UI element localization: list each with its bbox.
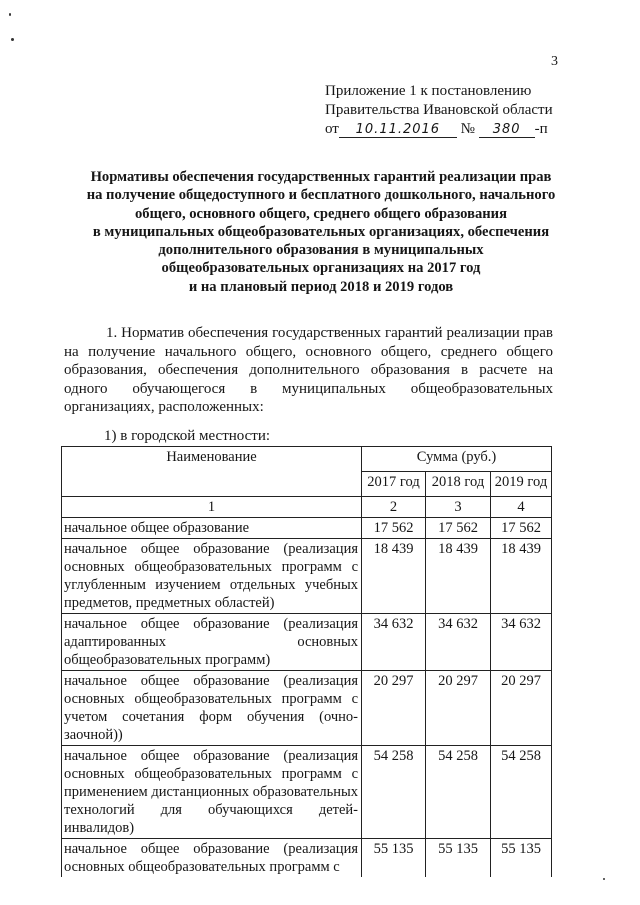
scan-speck xyxy=(11,38,14,41)
title-line: общеобразовательных организациях на 2017 год xyxy=(161,260,481,277)
handwritten-number: 380 xyxy=(479,122,535,138)
title-line: и на плановый период 2018 и 2019 годов xyxy=(188,278,454,295)
row-name: начальное общее образование (реализация основных общеобразовательных программ с применением дистанционных образовательных технологий для обучающихся детей-инвалидов) xyxy=(62,746,362,839)
table-row xyxy=(62,839,552,878)
col-number: 1 xyxy=(62,497,362,518)
row-value-2018: 34 632 xyxy=(426,614,491,671)
header-year-2017: 2017 год xyxy=(362,472,426,497)
row-value-2018: 17 562 xyxy=(426,518,491,539)
row-name: начальное общее образование xyxy=(62,518,362,539)
appendix-header xyxy=(325,82,553,139)
row-value-2019: 20 297 xyxy=(491,671,552,746)
appendix-date-line xyxy=(325,120,553,139)
title-line: общего, основного общего, среднего общего образования xyxy=(135,205,507,222)
table-row xyxy=(62,518,552,539)
paragraph-1 xyxy=(64,324,553,417)
scan-speck xyxy=(9,13,11,16)
row-value-2019: 34 632 xyxy=(491,614,552,671)
scan-speck xyxy=(603,878,605,880)
header-name: Наименование xyxy=(62,447,362,497)
table-row xyxy=(62,614,552,671)
table-row xyxy=(62,746,552,839)
table-row xyxy=(62,539,552,614)
document-title xyxy=(56,168,586,296)
col-number: 4 xyxy=(491,497,552,518)
title-line: на получение общедоступного и бесплатного дошкольного, начального xyxy=(86,187,556,204)
row-value-2017: 54 258 xyxy=(362,746,426,839)
norms-table xyxy=(61,446,552,877)
number-label: № xyxy=(460,121,475,137)
col-number: 3 xyxy=(426,497,491,518)
table-row xyxy=(62,671,552,746)
table-colnum-row xyxy=(62,497,552,518)
title-line: дополнительного образования в муниципальных xyxy=(158,242,484,259)
paragraph-1-text: 1. Норматив обеспечения государственных гарантий реализации прав на получение начального общего, основного общего, среднего общего образования, обеспечения дополнительного образования в расчете на одного обучающегося в муниципальных общеобразовательных организациях, расположенных: xyxy=(64,325,553,415)
row-value-2018: 54 258 xyxy=(426,746,491,839)
header-year-2019: 2019 год xyxy=(491,472,552,497)
title-line: Нормативы обеспечения государственных гарантий реализации прав xyxy=(90,169,552,185)
row-name: начальное общее образование (реализация основных общеобразовательных программ с учетом сочетания форм обучения (очно-заочной)) xyxy=(62,671,362,746)
row-name: начальное общее образование (реализация основных общеобразовательных программ с xyxy=(62,839,362,878)
appendix-line-1: Приложение 1 к постановлению xyxy=(325,83,532,99)
from-label: от xyxy=(325,121,339,137)
table-header-row xyxy=(62,447,552,472)
title-line: в муниципальных общеобразовательных организациях, обеспечения xyxy=(92,223,550,240)
col-number: 2 xyxy=(362,497,426,518)
row-value-2017: 34 632 xyxy=(362,614,426,671)
row-value-2019: 54 258 xyxy=(491,746,552,839)
appendix-line-2: Правительства Ивановской области xyxy=(325,102,553,118)
row-value-2019: 18 439 xyxy=(491,539,552,614)
row-value-2017: 18 439 xyxy=(362,539,426,614)
header-year-2018: 2018 год xyxy=(426,472,491,497)
row-name: начальное общее образование (реализация основных общеобразовательных программ с углубленным изучением отдельных учебных предметов, предметных областей) xyxy=(62,539,362,614)
row-value-2019: 17 562 xyxy=(491,518,552,539)
subheading-urban: 1) в городской местности: xyxy=(104,428,271,444)
row-value-2017: 17 562 xyxy=(362,518,426,539)
header-sum: Сумма (руб.) xyxy=(362,447,552,472)
row-value-2018: 20 297 xyxy=(426,671,491,746)
handwritten-date: 10.11.2016 xyxy=(339,122,457,138)
page-number: 3 xyxy=(551,54,558,69)
row-value-2017: 55 135 xyxy=(362,839,426,878)
row-value-2018: 18 439 xyxy=(426,539,491,614)
row-name: начальное общее образование (реализация адаптированных основных общеобразовательных программ) xyxy=(62,614,362,671)
row-value-2019: 55 135 xyxy=(491,839,552,878)
row-value-2017: 20 297 xyxy=(362,671,426,746)
number-suffix: -п xyxy=(534,121,548,137)
row-value-2018: 55 135 xyxy=(426,839,491,878)
